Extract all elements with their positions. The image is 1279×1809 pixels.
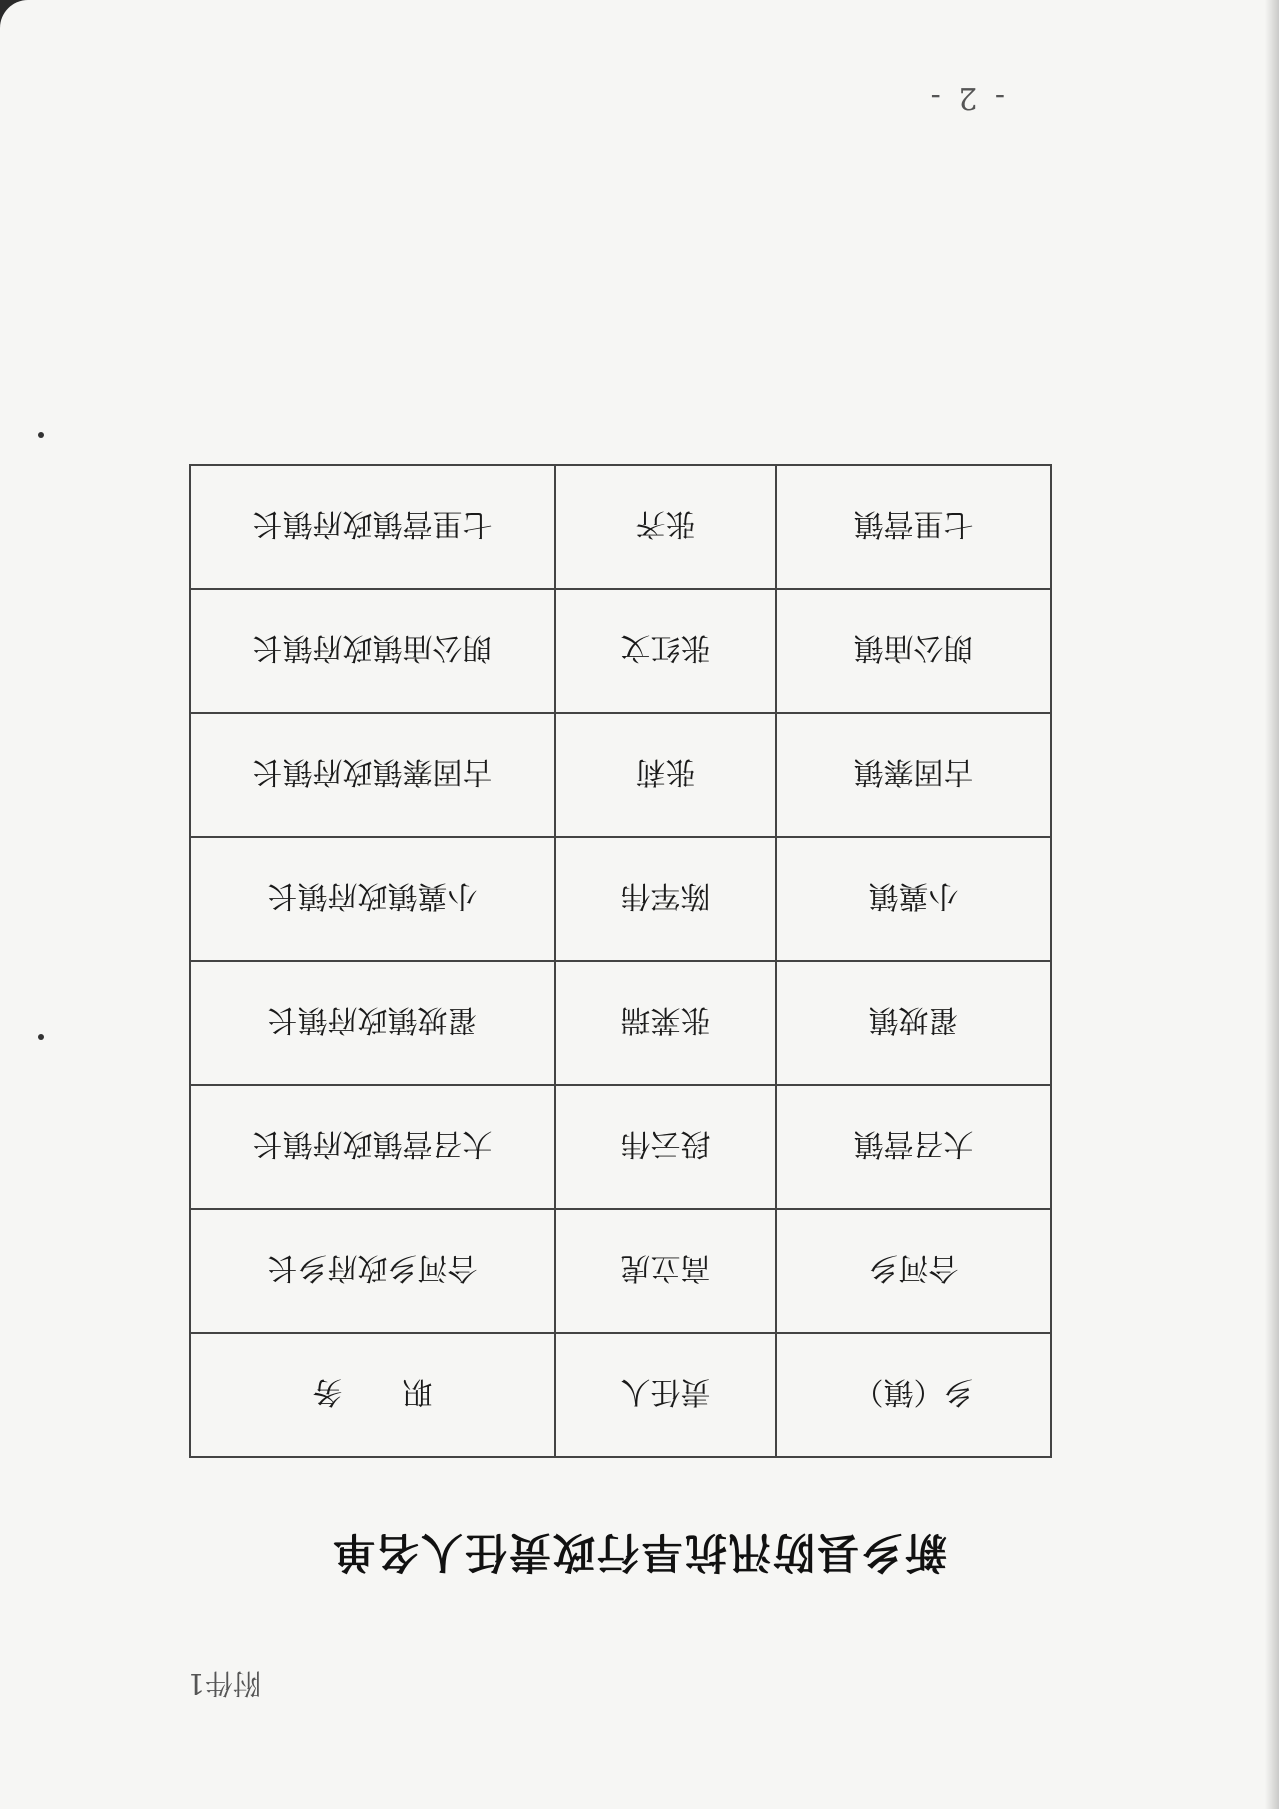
township-cell: 小冀镇 bbox=[776, 837, 1051, 961]
header-township: 乡（镇） bbox=[776, 1333, 1051, 1457]
position-cell: 翟坡镇政府镇长 bbox=[190, 961, 555, 1085]
table-header-row bbox=[190, 1333, 1051, 1457]
page-number: - 2 - bbox=[926, 80, 1005, 115]
person-cell: 段云伟 bbox=[555, 1085, 776, 1209]
table-row bbox=[190, 961, 1051, 1085]
position-cell: 大召营镇政府镇长 bbox=[190, 1085, 555, 1209]
person-cell: 张莱瑞 bbox=[555, 961, 776, 1085]
table-row bbox=[190, 1085, 1051, 1209]
position-cell: 小冀镇政府镇长 bbox=[190, 837, 555, 961]
attachment-label: 附件1 bbox=[187, 1667, 261, 1700]
township-cell: 朗公庙镇 bbox=[776, 589, 1051, 713]
township-cell: 大召营镇 bbox=[776, 1085, 1051, 1209]
position-cell: 朗公庙镇政府镇长 bbox=[190, 589, 555, 713]
table-row bbox=[190, 589, 1051, 713]
township-cell: 七里营镇 bbox=[776, 465, 1051, 589]
person-cell: 高立虎 bbox=[555, 1209, 776, 1333]
township-cell: 合河乡 bbox=[776, 1209, 1051, 1333]
person-cell: 张齐 bbox=[555, 465, 776, 589]
person-cell: 陈军伟 bbox=[555, 837, 776, 961]
header-responsible-person: 责任人 bbox=[555, 1333, 776, 1457]
position-cell: 七里营镇政府镇长 bbox=[190, 465, 555, 589]
table-row bbox=[190, 713, 1051, 837]
header-position: 职 务 bbox=[190, 1333, 555, 1457]
township-cell: 古固寨镇 bbox=[776, 713, 1051, 837]
person-cell: 张红文 bbox=[555, 589, 776, 713]
person-cell: 张莉 bbox=[555, 713, 776, 837]
document-title: 新乡县防汛抗旱行政责任人名单 bbox=[331, 1528, 948, 1577]
table-row bbox=[190, 465, 1051, 589]
page-edge-shadow bbox=[1265, 0, 1279, 1809]
table-row bbox=[190, 837, 1051, 961]
position-cell: 古固寨镇政府镇长 bbox=[190, 713, 555, 837]
position-cell: 合河乡政府乡长 bbox=[190, 1209, 555, 1333]
table-row bbox=[190, 1209, 1051, 1333]
township-cell: 翟坡镇 bbox=[776, 961, 1051, 1085]
responsible-persons-table bbox=[189, 464, 1052, 1458]
